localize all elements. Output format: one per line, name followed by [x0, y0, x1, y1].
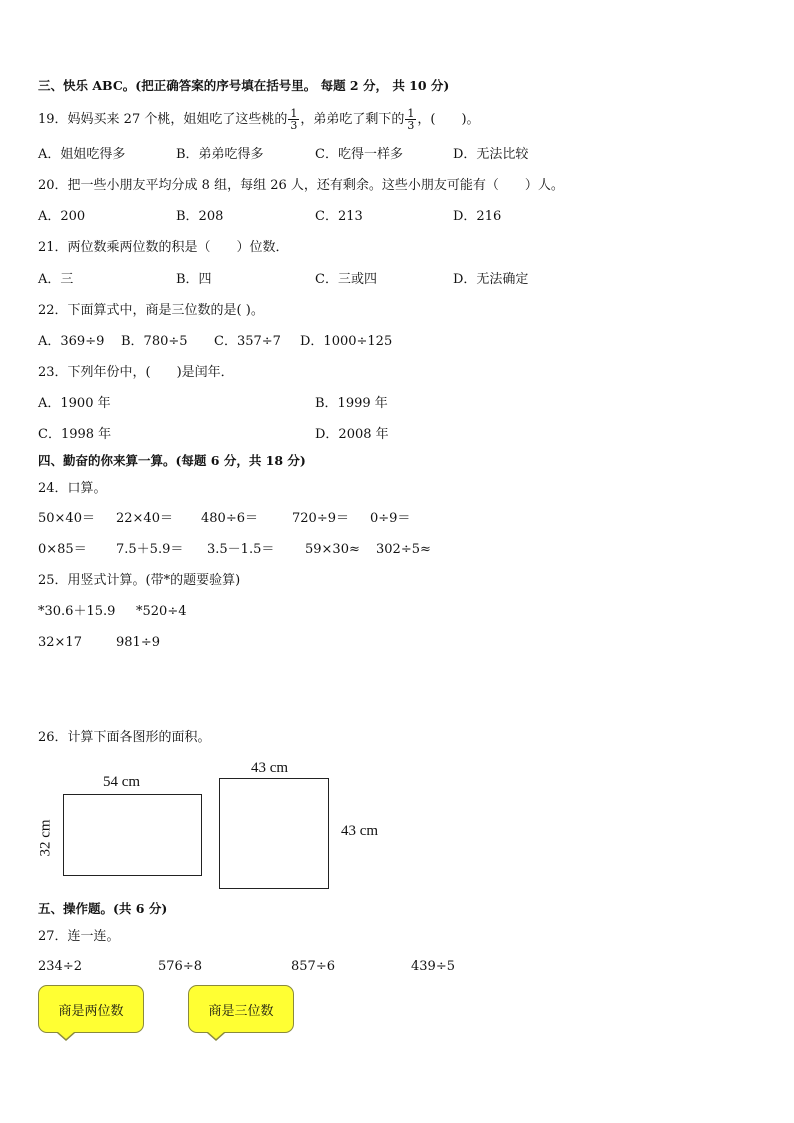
q23-stem: 23．下列年份中，( )是闰年．: [38, 365, 234, 380]
q19-text-pre: 19．妈妈买来 27 个桃，姐姐吃了这些桃的: [38, 112, 288, 127]
q25-item: 32×17: [38, 635, 82, 650]
q20-option-b: B．208: [176, 209, 224, 224]
fraction-numerator: 1: [407, 107, 415, 120]
q19-option-c: C．吃得一样多: [315, 147, 403, 162]
callout-label: 商是两位数: [58, 1003, 124, 1019]
q24-item: 7.5＋5.9＝: [116, 542, 184, 557]
fraction-numerator: 1: [290, 107, 298, 120]
q24-item: 22×40＝: [116, 511, 173, 526]
q23-option-c: C．1998 年: [38, 427, 112, 442]
callout-tail: [58, 1032, 74, 1039]
callout-tail: [208, 1032, 224, 1039]
q21-stem: 21．两位数乘两位数的积是（ ）位数．: [38, 240, 289, 255]
callout-three-digit: [188, 985, 294, 1033]
q24-item: 0×85＝: [38, 542, 87, 557]
q20-stem: 20．把一些小朋友平均分成 8 组，每组 26 人，还有剩余。这些小朋友可能有（ ）人。: [38, 178, 564, 193]
q26-stem: 26．计算下面各图形的面积。: [38, 730, 211, 745]
q22-option-b: B．780÷5: [121, 334, 188, 349]
q24-stem: 24．口算。: [38, 481, 107, 496]
q19-option-a: A．姐姐吃得多: [38, 147, 126, 162]
q27-expression: 439÷5: [411, 959, 455, 974]
q21-option-d: D．无法确定: [453, 272, 529, 287]
q21-option-c: C．三或四: [315, 272, 377, 287]
q20-option-c: C．213: [315, 209, 363, 224]
callout-two-digit: [38, 985, 144, 1033]
q22-option-c: C．357÷7: [214, 334, 281, 349]
q22-stem: 22．下面算式中，商是三位数的是( )。: [38, 303, 264, 318]
q20-option-d: D．216: [453, 209, 502, 224]
q23-option-d: D．2008 年: [315, 427, 389, 442]
q24-item: 480÷6＝: [201, 511, 258, 526]
q23-option-b: B．1999 年: [315, 396, 388, 411]
square-width-label: 43 cm: [251, 760, 289, 776]
square-figure: [219, 778, 329, 889]
q24-item: 302÷5≈: [376, 542, 431, 557]
q19-option-d: D．无法比较: [453, 147, 529, 162]
q25-stem: 25．用竖式计算。(带*的题要验算): [38, 573, 241, 588]
fraction-one-third: [288, 108, 299, 131]
q25-item: *520÷4: [136, 604, 187, 619]
q21-option-a: A．三: [38, 272, 74, 287]
section5-title: 五、操作题。(共 6 分): [38, 901, 168, 916]
q27-expression: 857÷6: [291, 959, 335, 974]
q25-item: 981÷9: [116, 635, 160, 650]
q27-expression: 576÷8: [158, 959, 202, 974]
q19-text-mid: ，弟弟吃了剩下的: [300, 112, 405, 127]
q24-item: 0÷9＝: [370, 511, 411, 526]
section3-title: 三、快乐 ABC。(把正确答案的序号填在括号里。 每题 2 分， 共 10 分): [38, 78, 450, 93]
rectangle-height-label: 32 cm: [37, 819, 54, 857]
q24-item: 3.5－1.5＝: [207, 542, 275, 557]
q27-expression: 234÷2: [38, 959, 82, 974]
q23-option-a: A．1900 年: [38, 396, 111, 411]
q22-option-d: D．1000÷125: [300, 334, 393, 349]
fraction-denominator: 3: [290, 119, 298, 132]
q19-stem: [38, 108, 480, 131]
fraction-denominator: 3: [407, 119, 415, 132]
q24-item: 59×30≈: [305, 542, 360, 557]
rectangle-width-label: 54 cm: [103, 774, 141, 790]
q27-stem: 27．连一连。: [38, 929, 120, 944]
callout-label: 商是三位数: [208, 1003, 274, 1019]
q20-option-a: A．200: [38, 209, 86, 224]
rectangle-figure: [63, 794, 202, 876]
q24-item: 50×40＝: [38, 511, 95, 526]
q22-option-a: A．369÷9: [38, 334, 105, 349]
section4-title: 四、勤奋的你来算一算。(每题 6 分，共 18 分): [38, 453, 306, 468]
fraction-one-third: [405, 108, 416, 131]
q19-option-b: B．弟弟吃得多: [176, 147, 264, 162]
q19-text-post: ，( )。: [417, 112, 480, 127]
square-height-label: 43 cm: [341, 823, 379, 839]
q25-item: *30.6＋15.9: [38, 604, 116, 619]
q24-item: 720÷9＝: [292, 511, 349, 526]
q21-option-b: B．四: [176, 272, 212, 287]
